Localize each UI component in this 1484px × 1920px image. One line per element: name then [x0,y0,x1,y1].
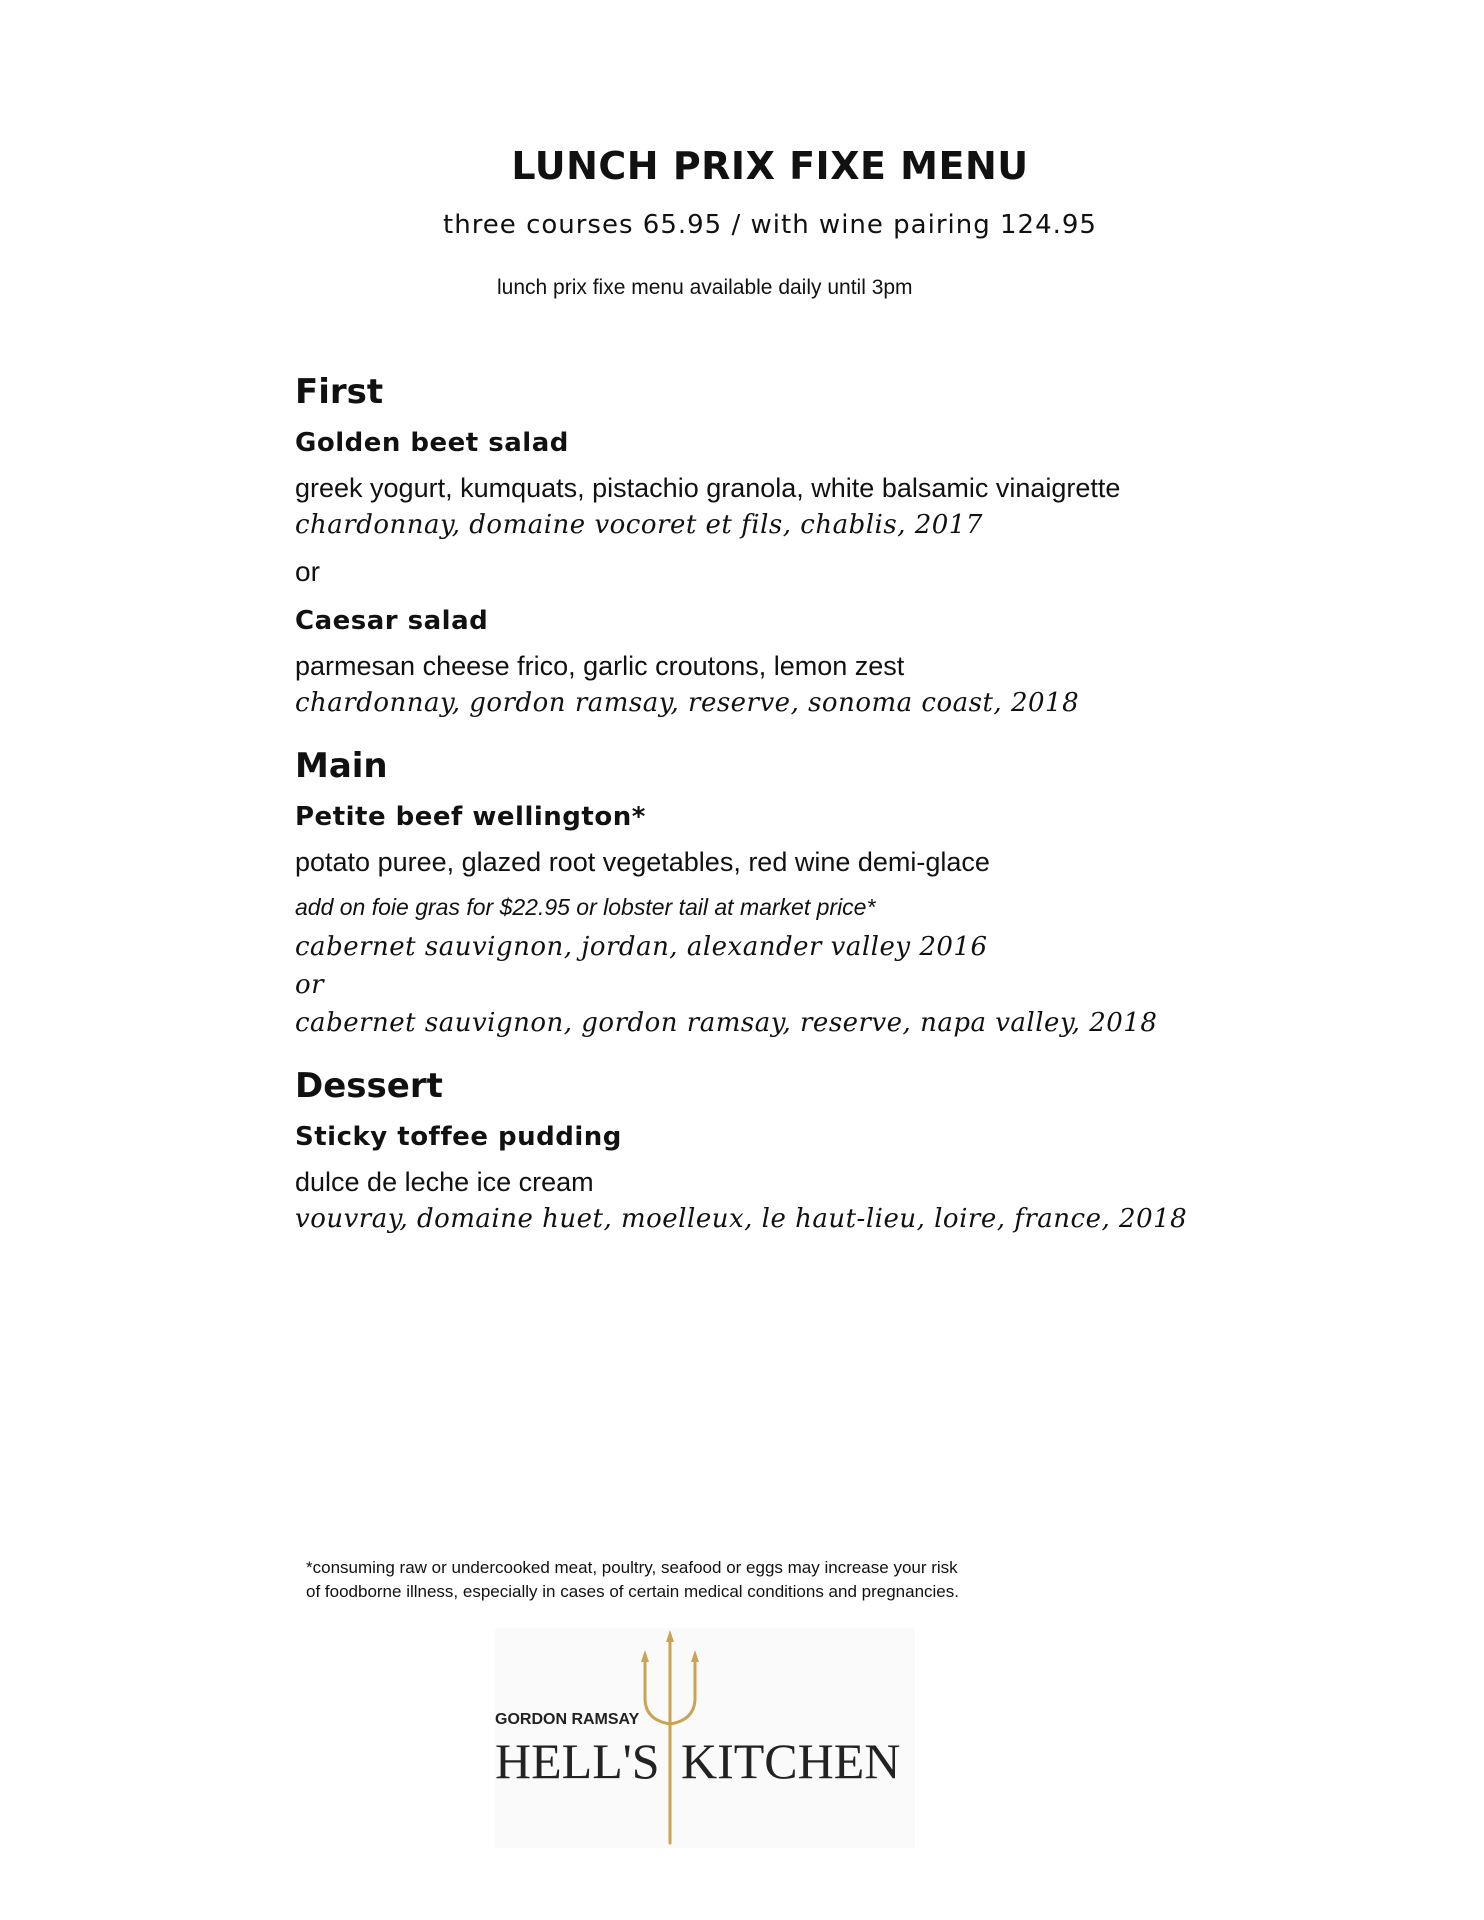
dish-name: Golden beet salad [295,428,569,458]
section-main [295,744,1295,1042]
dish-description: greek yogurt, kumquats, pistachio granola, white balsamic vinaigrette [295,473,1121,503]
dish-description: dulce de leche ice cream [295,1167,594,1197]
addon-note: add on foie gras for $22.95 or lobster tail at market price* [295,894,876,920]
wine-pairing: vouvray, domaine huet, moelleux, le haut-lieu, loire, france, 2018 [295,1204,1188,1234]
dish-description: potato puree, glazed root vegetables, red wine demi-glace [295,847,990,877]
logo-right-word: KITCHEN [681,1733,901,1789]
section-first [295,370,1295,722]
menu-body [295,370,1295,1238]
disclaimer-line: of foodborne illness, especially in cases of certain medical conditions and pregnancies. [306,1582,959,1601]
section-dessert [295,1064,1295,1238]
logo-top-text: GORDON RAMSAY [495,1711,640,1728]
hells-kitchen-logo [495,1628,915,1848]
disclaimer-line: *consuming raw or undercooked meat, poultry, seafood or eggs may increase your risk [306,1558,958,1577]
health-disclaimer [306,1556,959,1604]
trident-logo-icon [495,1628,915,1848]
menu-title: LUNCH PRIX FIXE MENU [511,144,1029,188]
section-heading-first: First [295,372,384,412]
wine-separator-or: or [295,970,325,1000]
section-heading-dessert: Dessert [295,1066,443,1106]
wine-pairing: chardonnay, gordon ramsay, reserve, sonoma coast, 2018 [295,688,1080,718]
wine-pairing: cabernet sauvignon, gordon ramsay, reserve, napa valley, 2018 [295,1008,1158,1038]
availability-note: lunch prix fixe menu available daily until 3pm [497,276,913,299]
wine-pairing: cabernet sauvignon, jordan, alexander valley 2016 [295,932,988,962]
wine-pairing: chardonnay, domaine vocoret et fils, chablis, 2017 [295,510,983,540]
section-heading-main: Main [295,746,388,786]
dish-description: parmesan cheese frico, garlic croutons, lemon zest [295,651,905,681]
dish-name: Petite beef wellington* [295,802,646,832]
dish-name: Caesar salad [295,606,489,636]
dish-separator-or: or [295,556,320,587]
logo-left-word: HELL'S [495,1733,660,1789]
menu-price-line: three courses 65.95 / with wine pairing 124.95 [443,210,1097,240]
dish-name: Sticky toffee pudding [295,1122,622,1152]
